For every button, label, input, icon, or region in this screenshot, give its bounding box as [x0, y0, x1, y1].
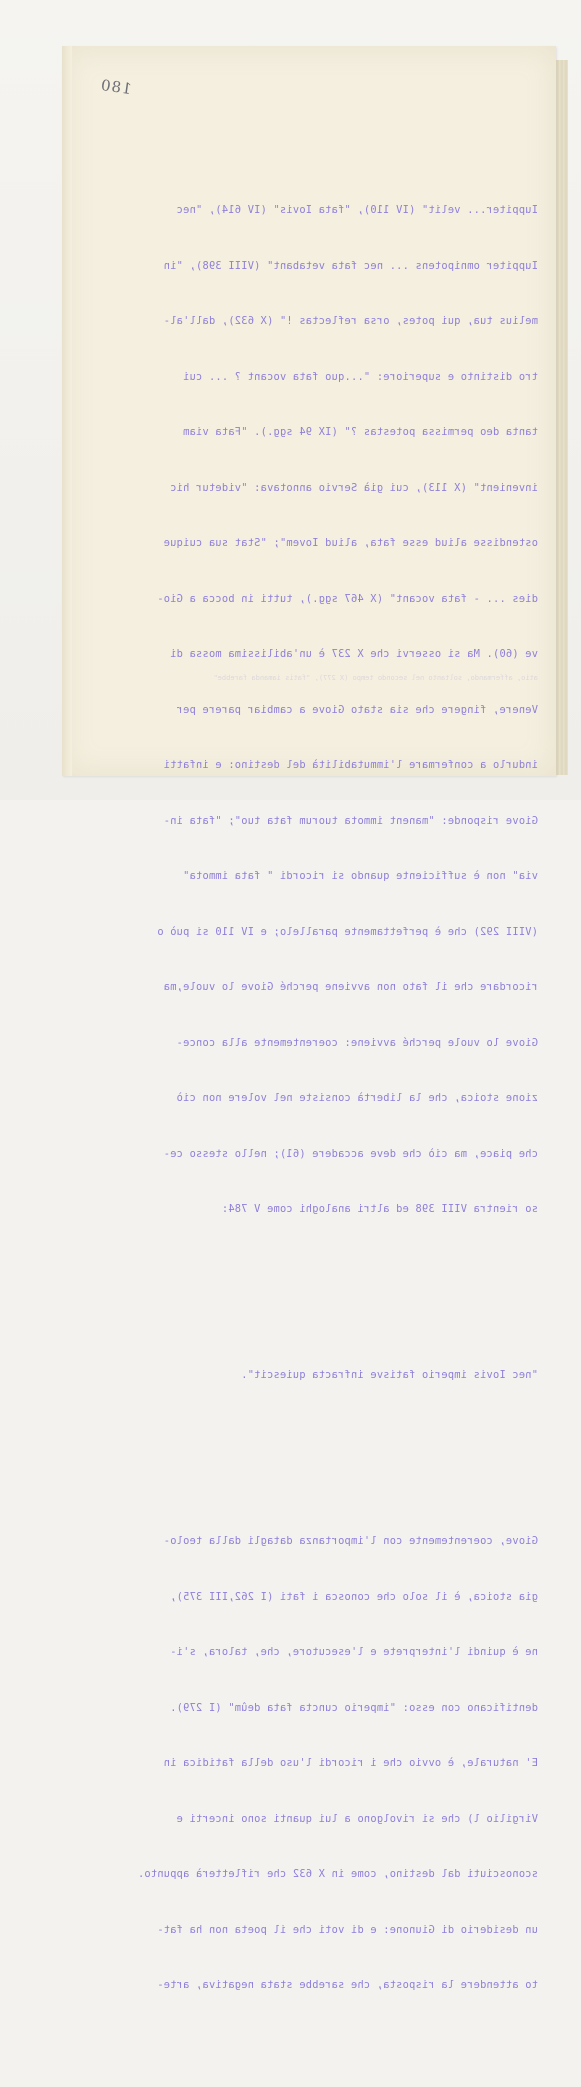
text-line: ne è quindi l'interprete e l'esecutore, che, talora, s'i- — [170, 1646, 538, 1658]
text-line: Iuppiter... velit" (IV 110), "fata Iovis" (IV 614), "nec — [176, 204, 538, 216]
text-line: so rientra VIII 398 ed altri analoghi come V 784: — [221, 1203, 538, 1215]
paragraph-3 — [118, 1495, 538, 2032]
text-line: to attendere la risposta, che sarebbe stata negativa, arte- — [157, 1979, 538, 1991]
paragraph-1 — [118, 164, 538, 1256]
text-line: sconosciuti dal destino, come in X 632 che rifletterà appunto. — [137, 1868, 538, 1880]
quote-line: "nec Iovis imperio fatisve infracta quiescit". — [241, 1369, 538, 1381]
text-line: ostendisse aliud esse fata, aliud Iovem"; "Stat sua cuique — [163, 537, 538, 549]
text-line: Giove, coerentemente con l'importanza datagli dalla teolo- — [163, 1535, 538, 1547]
text-line: zione stoica, che la libertà consiste nel volere non ciò — [176, 1092, 538, 1104]
text-line: Venere, fingere che sia stato Giove a cambiar parere per — [176, 703, 538, 716]
text-line: un desiderio di Giunone: e di voti che il poeta non ha fat- — [157, 1923, 538, 1936]
page-gutter-shadow — [62, 46, 72, 776]
text-line: invenient" (X 113), cui già Servio annotava: "videtur hic — [170, 481, 538, 494]
text-line: ve (60). Ma si osservi che X 237 è un'abilissima mossa di — [170, 648, 538, 660]
text-line: tro distinto e superiore: "...quo fata vocant ? ... cui — [182, 370, 538, 383]
page-number: 180 — [98, 75, 133, 99]
text-line: E' naturale, è ovvio che i ricordi l'uso della fatidica in — [163, 1757, 538, 1769]
text-line: che piace, ma ciò che deve accadere (61); nello stesso ce- — [163, 1147, 538, 1160]
text-line: via" non è sufficiente quando si ricordi " fata immota" — [182, 870, 538, 882]
text-line: Giove lo vuole perché avviene: coerentemente alla conce- — [176, 1036, 538, 1049]
text-line: dentificano con esso: "imperio cuncta fata deûm" (I 279). — [170, 1701, 538, 1714]
bleed-through-text: atio, affermando, soltanto nel secondo tempo (X 277), "fatis iamanda farebbe" — [213, 674, 538, 682]
mirrored-typed-text — [118, 127, 538, 2087]
text-line: (VIII 292) che è perfettamente parallelo; e IV 110 si può o — [157, 925, 538, 938]
text-line: Iuppiter omnipotens ... nec fata vetabant" (VIII 398), "in — [163, 259, 538, 272]
paragraph-2-quote — [118, 1329, 538, 1422]
text-line: tanta deo permissa potestas ?" (IX 94 sgg.). "Fata viam — [182, 426, 538, 438]
text-line: ricordare che il fato non avviene perché Giove lo vuole,ma — [163, 981, 538, 993]
text-line: melius tua, qui potes, orsa reflectas !" (X 632), dall'al- — [163, 315, 538, 327]
text-line: gia stoica, è il solo che conosca i fati (I 262,III 375), — [170, 1590, 538, 1603]
text-line: Virgilio l) che si rivolgono a lui quanti sono incerti e — [176, 1812, 538, 1825]
text-line: dies ... - fata vocant" (X 467 sgg.), tutti in bocca a Gio- — [157, 592, 538, 605]
text-line: Giove risponde: "manent immota tuorum fata tuo"; "fata in- — [163, 814, 538, 827]
text-line: indurlo a confermare l'immutabilità del destino: e infatti — [163, 759, 538, 771]
